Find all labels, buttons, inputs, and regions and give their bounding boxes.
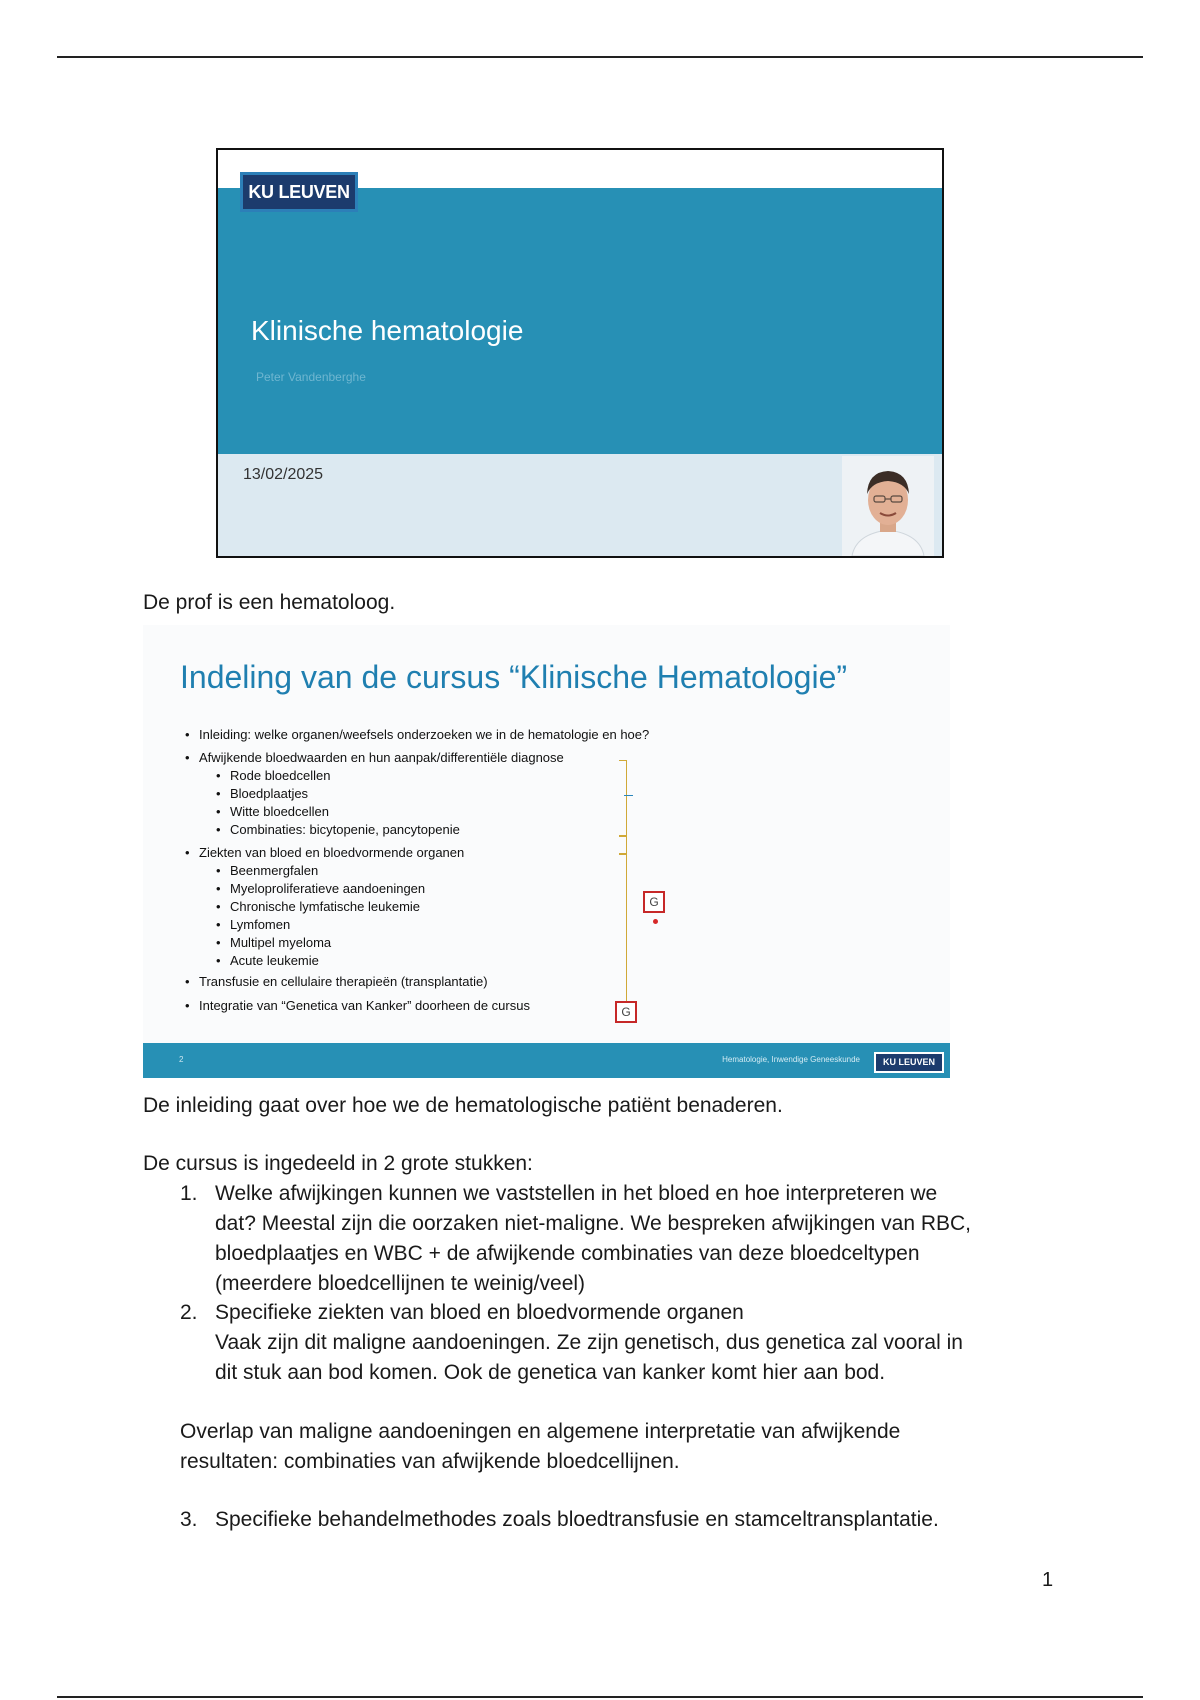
bullet-text: Ziekten van bloed en bloedvormende organen — [199, 845, 465, 860]
top-rule — [57, 56, 1143, 58]
slide-sub-bullet — [216, 899, 420, 914]
bullet-glyph: • — [185, 998, 190, 1013]
slide-author: Peter Vandenberghe — [256, 370, 366, 384]
bullet-glyph: • — [185, 750, 190, 765]
course-overview-slide-image — [143, 625, 950, 1078]
intro-paragraph: De cursus is ingedeeld in 2 grote stukken: — [143, 1152, 533, 1175]
caption-introduction: De inleiding gaat over hoe we de hematologische patiënt benaderen. — [143, 1094, 783, 1117]
list-line: dat? Meestal zijn die oorzaken niet-maligne. We bespreken afwijkingen van RBC, — [215, 1212, 972, 1235]
genetics-badge: G — [615, 1001, 637, 1023]
slide-sub-bullet — [216, 935, 331, 950]
slide-sub-bullet — [216, 786, 308, 801]
bullet-text: Inleiding: welke organen/weefsels onderzoeken we in de hematologie en hoe? — [199, 727, 650, 742]
bracket-tick — [624, 795, 633, 796]
slide-sub-bullet — [216, 768, 330, 783]
bracket-combinations — [619, 835, 627, 855]
slide-sub-bullet — [216, 953, 319, 968]
slide-sub-bullet — [216, 863, 318, 878]
ku-leuven-logo: KU LEUVEN — [240, 172, 358, 212]
bracket-diseases — [619, 853, 627, 1003]
ku-leuven-logo: KU LEUVEN — [874, 1052, 944, 1073]
bullet-glyph: • — [216, 917, 221, 932]
list-line: Welke afwijkingen kunnen we vaststellen in het bloed en hoe interpreteren we — [215, 1182, 938, 1205]
overlap-paragraph — [180, 1417, 900, 1477]
bullet-text: Transfusie en cellulaire therapieën (transplantatie) — [199, 974, 488, 989]
professor-photo — [842, 456, 934, 556]
list-line: (meerdere bloedcellijnen te weinig/veel) — [215, 1272, 586, 1295]
bullet-glyph: • — [185, 974, 190, 989]
slide-bullet — [185, 750, 564, 765]
slide-footer-text: Hematologie, Inwendige Geneeskunde — [722, 1055, 860, 1064]
bracket-rbc-wbc — [619, 760, 627, 837]
list-item-1 — [215, 1179, 971, 1299]
bullet-glyph: • — [216, 953, 221, 968]
bullet-glyph: • — [185, 727, 190, 742]
list-item-2 — [215, 1298, 963, 1388]
slide-bullet — [185, 845, 464, 860]
slide-sub-bullet — [216, 917, 290, 932]
bullet-text: Acute leukemie — [230, 953, 319, 968]
list-line: Vaak zijn dit maligne aandoeningen. Ze zijn genetisch, dus genetica zal vooral in — [215, 1331, 963, 1354]
bullet-glyph: • — [216, 935, 221, 950]
caption-professor: De prof is een hematoloog. — [143, 591, 396, 614]
genetics-badge: G — [643, 891, 665, 913]
slide-bullet — [185, 727, 649, 742]
list-line: bloedplaatjes en WBC + de afwijkende combinaties van deze bloedceltypen — [215, 1242, 920, 1265]
slide-bullet — [185, 998, 530, 1013]
slide-title: Indeling van de cursus “Klinische Hematologie” — [180, 659, 848, 695]
bullet-text: Beenmergfalen — [230, 863, 319, 878]
slide-sub-bullet — [216, 881, 425, 896]
bullet-text: Bloedplaatjes — [230, 786, 309, 801]
bullet-glyph: • — [216, 881, 221, 896]
slide-sub-bullet — [216, 804, 329, 819]
bullet-glyph: • — [216, 804, 221, 819]
page-number: 1 — [1042, 1569, 1054, 1591]
bullet-glyph: • — [216, 822, 221, 837]
bullet-text: Myeloproliferatieve aandoeningen — [230, 881, 426, 896]
bullet-text: Combinaties: bicytopenie, pancytopenie — [230, 822, 460, 837]
bullet-glyph: • — [216, 768, 221, 783]
slide-date: 13/02/2025 — [243, 466, 324, 483]
overlap-line: Overlap van maligne aandoeningen en algemene interpretatie van afwijkende — [180, 1420, 901, 1443]
bullet-text: Afwijkende bloedwaarden en hun aanpak/differentiële diagnose — [199, 750, 564, 765]
slide-title: Klinische hematologie — [251, 315, 524, 346]
list-item-3: Specifieke behandelmethodes zoals bloedtransfusie en stamceltransplantatie. — [215, 1508, 939, 1531]
bottom-rule — [57, 1696, 1143, 1698]
slide-footer — [218, 454, 942, 558]
bullet-text: Integratie van “Genetica van Kanker” doorheen de cursus — [199, 998, 530, 1013]
bullet-glyph: • — [185, 845, 190, 860]
slide-number: 2 — [179, 1055, 184, 1064]
slide-sub-bullet — [216, 822, 460, 837]
slide-bullet — [185, 974, 488, 989]
list-number: 3. — [180, 1508, 198, 1531]
overlap-line: resultaten: combinaties van afwijkende bloedcellijnen. — [180, 1450, 680, 1473]
slide-footer — [143, 1043, 950, 1078]
bullet-glyph: • — [216, 863, 221, 878]
bullet-text: Multipel myeloma — [230, 935, 332, 950]
red-marker-dot — [653, 919, 658, 924]
bullet-glyph: • — [216, 899, 221, 914]
list-line: dit stuk aan bod komen. Ook de genetica van kanker komt hier aan bod. — [215, 1361, 886, 1384]
list-line: Specifieke ziekten van bloed en bloedvormende organen — [215, 1301, 744, 1324]
bullet-text: Chronische lymfatische leukemie — [230, 899, 421, 914]
title-slide-image — [216, 148, 944, 558]
bullet-text: Witte bloedcellen — [230, 804, 329, 819]
list-number: 2. — [180, 1301, 198, 1324]
bullet-text: Rode bloedcellen — [230, 768, 331, 783]
bullet-text: Lymfomen — [230, 917, 291, 932]
list-number: 1. — [180, 1182, 198, 1205]
bullet-glyph: • — [216, 786, 221, 801]
